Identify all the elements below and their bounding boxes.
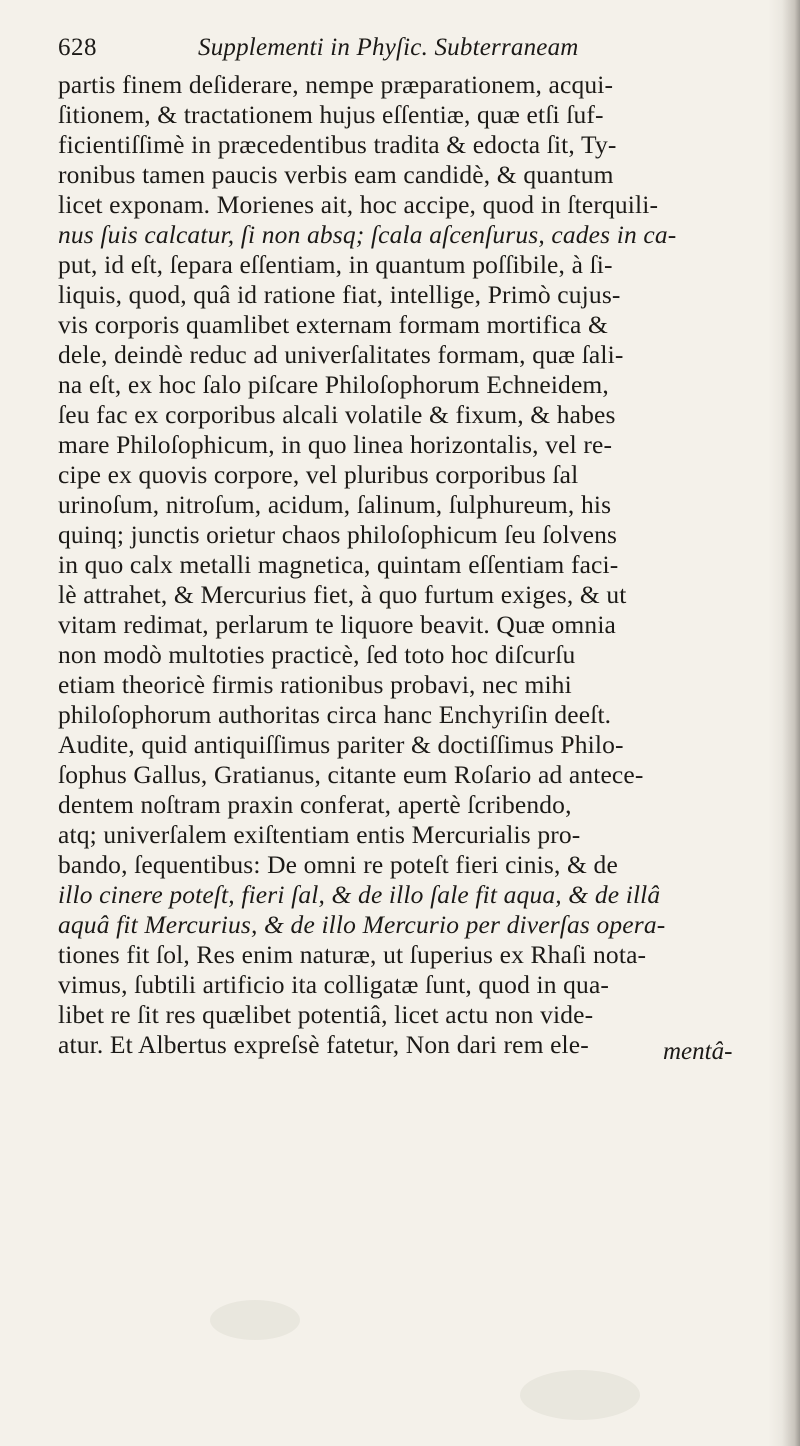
text-line: ſophus Gallus, Gratianus, citante eum Roſario ad antece-: [58, 760, 644, 789]
text-line: lè attrahet, & Mercurius fiet, à quo furtum exiges, & ut: [58, 580, 627, 609]
text-line: put, id eſt, ſepara eſſentiam, in quantum poſſibile, à ſi-: [58, 250, 613, 279]
text-line: nus ſuis calcatur, ſi non absq; ſcala aſcenſurus, cades in ca-: [58, 220, 677, 249]
text-line: bando, ſequentibus: De omni re poteſt fieri cinis, & de: [58, 850, 618, 879]
text-line: vis corporis quamlibet externam formam mortifica &: [58, 310, 608, 339]
text-line: tiones fit ſol, Res enim naturæ, ut ſuperius ex Rhaſi nota-: [58, 940, 647, 969]
paper-smudge: [210, 1300, 300, 1340]
text-line: mare Philoſophicum, in quo linea horizontalis, vel re-: [58, 430, 613, 459]
page-edge-shadow: [782, 0, 800, 1446]
text-line: cipe ex quovis corpore, vel pluribus corporibus ſal: [58, 460, 579, 489]
text-line: licet exponam. Morienes ait, hoc accipe, quod in ſterquili-: [58, 190, 659, 219]
text-line: ronibus tamen paucis verbis eam candidè, & quantum: [58, 160, 614, 189]
text-line: vimus, ſubtili artificio ita colligatæ ſunt, quod in qua-: [58, 970, 610, 999]
text-line: dele, deindè reduc ad univerſalitates formam, quæ ſali-: [58, 340, 624, 369]
text-line: dentem noſtram praxin conferat, apertè ſcribendo,: [58, 790, 572, 819]
text-line: atq; univerſalem exiſtentiam entis Mercurialis pro-: [58, 820, 581, 849]
page-header: [58, 30, 758, 70]
text-line: philoſophorum authoritas circa hanc Enchyriſin deeſt.: [58, 700, 612, 729]
text-line: atur. Et Albertus expreſsè fatetur, Non dari rem ele-: [58, 1030, 589, 1059]
text-line: non modò multoties practicè, ſed toto hoc diſcurſu: [58, 640, 576, 669]
text-line: ficientiſſimè in præcedentibus tradita & edocta ſit, Ty-: [58, 130, 617, 159]
text-line: partis finem deſiderare, nempe præparationem, acqui-: [58, 70, 614, 99]
text-line: urinoſum, nitroſum, acidum, ſalinum, ſulphureum, his: [58, 490, 612, 519]
text-line: ſitionem, & tractationem hujus eſſentiæ, quæ etſi ſuf-: [58, 100, 604, 129]
text-line: Audite, quid antiquiſſimus pariter & doctiſſimus Philo-: [58, 730, 624, 759]
page-number: 628: [58, 34, 97, 61]
running-head: Supplementi in Phyſic. Subterraneam: [198, 34, 579, 61]
text-line: ſeu fac ex corporibus alcali volatile & fixum, & habes: [58, 400, 616, 429]
text-line: libet re ſit res quælibet potentiâ, licet actu non vide-: [58, 1000, 594, 1029]
text-line: quinq; junctis orietur chaos philoſophicum ſeu ſolvens: [58, 520, 618, 549]
text-line: vitam redimat, perlarum te liquore beavit. Quæ omnia: [58, 610, 617, 639]
text-line: liquis, quod, quâ id ratione fiat, intellige, Primò cujus-: [58, 280, 621, 309]
text-line: aquâ fit Mercurius, & de illo Mercurio per diverſas opera-: [58, 910, 666, 939]
text-line: illo cinere poteſt, fieri ſal, & de illo ſale fit aqua, & de illâ: [58, 880, 661, 909]
text-line: na eſt, ex hoc ſalo piſcare Philoſophorum Echneidem,: [58, 370, 609, 399]
catchword: mentâ-: [663, 1038, 733, 1065]
paper-smudge: [520, 1370, 640, 1420]
text-line: etiam theoricè firmis rationibus probavi, nec mihi: [58, 670, 572, 699]
text-line: in quo calx metalli magnetica, quintam eſſentiam faci-: [58, 550, 619, 579]
